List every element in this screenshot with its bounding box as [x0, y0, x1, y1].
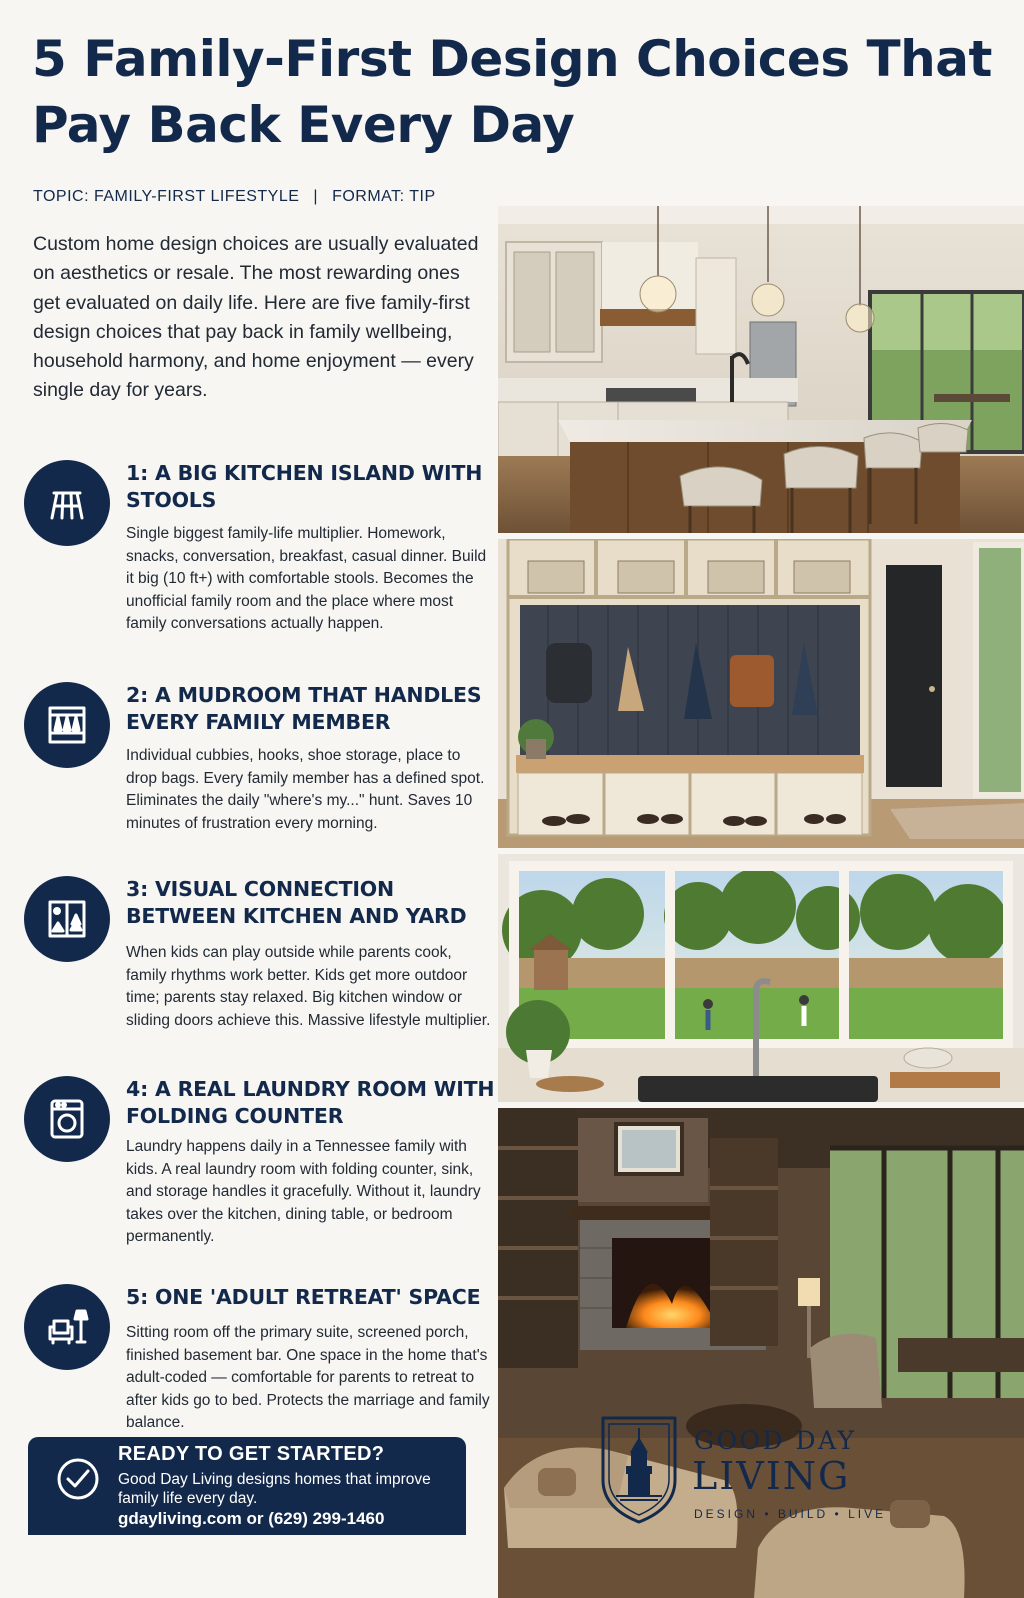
cta-body: Good Day Living designs homes that improve family life every day. [118, 1471, 431, 1507]
tip-2-heading: 2: A MUDROOM THAT HANDLES EVERY FAMILY MEMBER [126, 683, 482, 734]
window-icon [45, 897, 89, 941]
coat-rack-icon [45, 703, 89, 747]
stool-icon [45, 481, 89, 525]
kitchen-island-photo [498, 206, 1024, 533]
checkmark-circle-icon [56, 1457, 100, 1501]
tip-1-badge [24, 460, 110, 546]
cta-heading: READY TO GET STARTED? [118, 1443, 385, 1465]
tip-3-body: When kids can play outside while parents cook, family rhythms work better. Kids get more outdoor time; parents stay relaxed. Big kitchen window or sliding doors achieve this. Massive lifestyle multiplier. [126, 944, 491, 1029]
tip-4-body: Laundry happens daily in a Tennessee family with kids. A real laundry room with folding counter, sink, and storage handles it gracefully. Without it, laundry takes over the kitchen, dining table, or bedroom permanently. [126, 1138, 481, 1246]
crest-icon [598, 1410, 680, 1526]
tip-4-heading: 4: A REAL LAUNDRY ROOM WITH FOLDING COUNTER [126, 1077, 495, 1128]
tip-5-body: Sitting room off the primary suite, screened porch, finished basement bar. One space in the home that's adult-coded — comfortable for parents to retreat to after kids go to bed. Protects the marriage and family balance. [126, 1324, 490, 1432]
tip-3-badge [24, 876, 110, 962]
kitchen-window-yard-photo [498, 854, 1024, 1102]
tip-1-body: Single biggest family-life multiplier. Homework, snacks, conversation, breakfast, casual dinner. Build it big (10 ft+) with comfortable stools. Becomes the unofficial family room and the place where most family conversations actually happen. [126, 525, 487, 633]
meta-line [33, 188, 436, 206]
mudroom-photo [498, 539, 1024, 848]
logo-tagline: DESIGN • BUILD • LIVE [694, 1507, 887, 1521]
cta-box[interactable] [28, 1437, 466, 1535]
tip-5-heading: 5: ONE 'ADULT RETREAT' SPACE [126, 1285, 481, 1309]
cta-contact-link[interactable]: gdayliving.com or (629) 299-1460 [118, 1509, 385, 1528]
washing-machine-icon [45, 1097, 89, 1141]
tip-5-badge [24, 1284, 110, 1370]
tip-3-heading: 3: VISUAL CONNECTION BETWEEN KITCHEN AND YARD [126, 877, 467, 928]
page-title: 5 Family-First Design Choices That Pay Back Every Day [32, 30, 992, 154]
format-label: FORMAT: TIP [332, 188, 436, 205]
armchair-lamp-icon [45, 1305, 89, 1349]
meta-separator: | [313, 188, 319, 205]
good-day-living-logo [598, 1410, 898, 1528]
intro-paragraph: Custom home design choices are usually evaluated on aesthetics or resale. The most rewarding ones get evaluated on daily life. Here are five family-first design choices that pay back in family wellbeing, household harmony, and home enjoyment — every single day for years. [33, 233, 479, 402]
logo-line-2: LIVING [692, 1454, 851, 1498]
logo-line-1: GOOD DAY [694, 1426, 857, 1455]
tip-4-badge [24, 1076, 110, 1162]
tip-2-badge [24, 682, 110, 768]
tip-1-heading: 1: A BIG KITCHEN ISLAND WITH STOOLS [126, 461, 483, 512]
topic-label: TOPIC: FAMILY-FIRST LIFESTYLE [33, 188, 300, 205]
tip-2-body: Individual cubbies, hooks, shoe storage, place to drop bags. Every family member has a defined spot. Eliminates the daily "where's my..." hunt. Saves 10 minutes of frustration every morning. [126, 747, 485, 832]
